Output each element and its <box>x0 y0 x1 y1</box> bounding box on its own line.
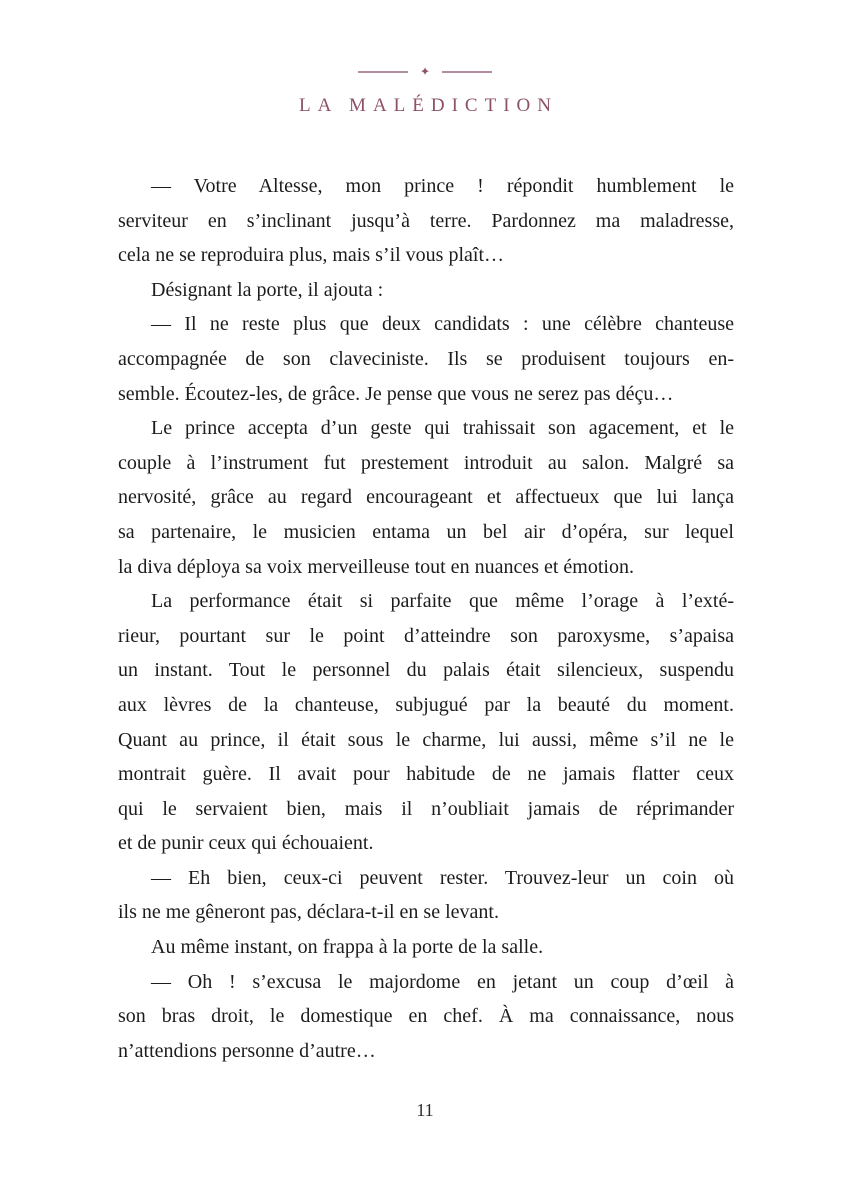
text-line: nervosité, grâce au regard encourageant et affectueux que lui lança <box>118 486 734 509</box>
text-line: montrait guère. Il avait pour habitude de ne jamais flatter ceux <box>118 763 734 786</box>
text-line: Désignant la porte, il ajouta : <box>151 278 384 301</box>
paragraph <box>118 861 734 930</box>
text-line: sa partenaire, le musicien entama un bel air d’opéra, sur lequel <box>118 520 734 543</box>
text-line: — Il ne reste plus que deux candidats : une célèbre chanteuse <box>151 313 734 336</box>
paragraph <box>118 930 734 965</box>
text-line: Au même instant, on frappa à la porte de la salle. <box>151 936 544 959</box>
paragraph <box>118 584 734 861</box>
text-line: ils ne me gêneront pas, déclara-t-il en se levant. <box>118 901 499 924</box>
text-line: — Votre Altesse, mon prince ! répondit humblement le <box>151 175 734 197</box>
text-line: — Eh bien, ceux-ci peuvent rester. Trouvez-leur un coin où <box>151 866 734 889</box>
text-line: serviteur en s’inclinant jusqu’à terre. Pardonnez ma maladresse, <box>118 209 734 232</box>
paragraph <box>118 169 734 273</box>
ornament-line-left <box>358 71 408 73</box>
paragraph <box>118 273 734 308</box>
text-line: aux lèvres de la chanteuse, subjugué par la beauté du moment. <box>118 693 734 716</box>
page-number: 11 <box>416 1100 434 1120</box>
body-text <box>118 169 734 1068</box>
text-line: son bras droit, le domestique en chef. À ma connaissance, nous <box>118 1005 734 1028</box>
chapter-title: LA MALÉDICTION <box>299 95 558 116</box>
text-line: la diva déploya sa voix merveilleuse tout en nuances et émotion. <box>118 555 634 578</box>
flower-icon: ✦ <box>419 64 431 79</box>
paragraph <box>118 411 734 584</box>
text-line: n’attendions personne d’autre… <box>118 1039 376 1062</box>
text-line: Le prince accepta d’un geste qui trahissait son agacement, et le <box>151 417 734 440</box>
text-line: accompagnée de son claveciniste. Ils se produisent toujours en- <box>118 347 734 370</box>
text-line: cela ne se reproduira plus, mais s’il vous plaît… <box>118 244 505 267</box>
paragraph <box>118 307 734 411</box>
text-line: couple à l’instrument fut prestement introduit au salon. Malgré sa <box>118 451 734 474</box>
text-line: qui le servaient bien, mais il n’oubliait jamais de réprimander <box>118 797 734 820</box>
text-line: semble. Écoutez-les, de grâce. Je pense que vous ne serez pas déçu… <box>118 382 674 405</box>
text-line: — Oh ! s’excusa le majordome en jetant un coup d’œil à <box>151 970 734 993</box>
text-line: un instant. Tout le personnel du palais était silencieux, suspendu <box>118 659 734 682</box>
text-line: Quant au prince, il était sous le charme, lui aussi, même s’il ne le <box>118 728 734 751</box>
text-line: La performance était si parfaite que même l’orage à l’exté- <box>151 590 734 613</box>
text-line: et de punir ceux qui échouaient. <box>118 832 374 855</box>
chapter-ornament <box>0 64 850 80</box>
paragraph <box>118 965 734 1069</box>
text-line: rieur, pourtant sur le point d’atteindre son paroxysme, s’apaisa <box>118 624 734 647</box>
ornament-line-right <box>442 71 492 73</box>
